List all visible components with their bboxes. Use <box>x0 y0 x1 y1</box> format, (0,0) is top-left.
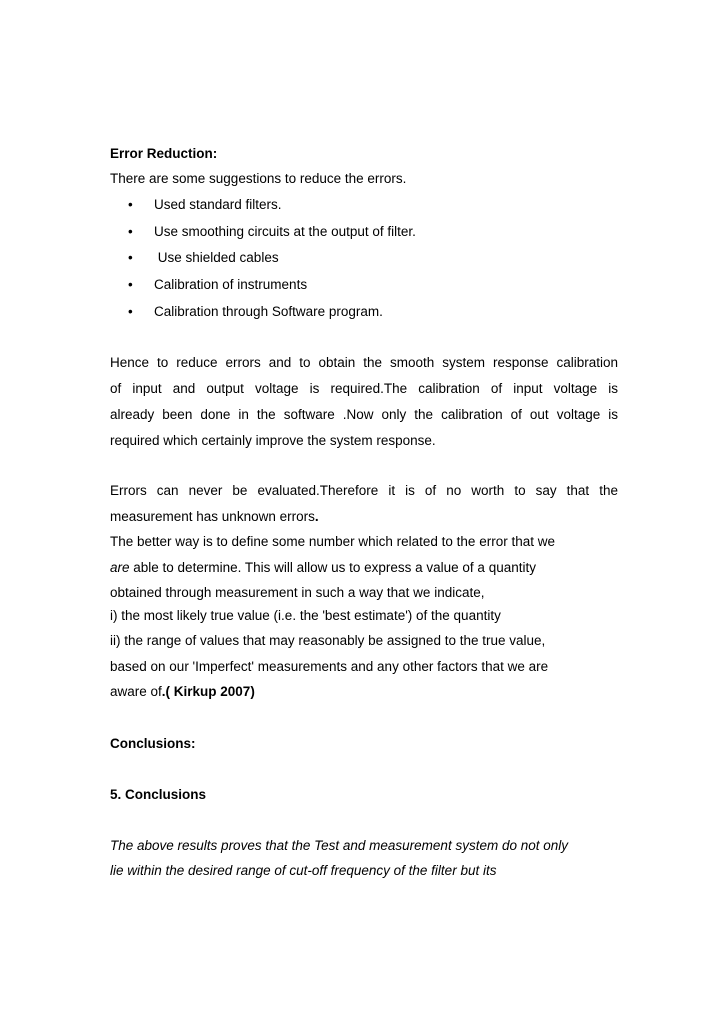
paragraph2-line: ii) the range of values that may reasonably be assigned to the true value, <box>110 633 546 648</box>
paragraph2-line: i) the most likely true value (i.e. the 'best estimate') of the quantity <box>110 608 501 623</box>
section-heading: 5. Conclusions <box>110 787 207 802</box>
conclusions-heading: Conclusions: <box>110 736 196 751</box>
paragraph2-line <box>110 509 618 525</box>
conclusions-line: The above results proves that the Test and measurement system do not only <box>110 838 568 853</box>
list-item: Use smoothing circuits at the output of filter. <box>154 224 416 239</box>
list-item: Calibration of instruments <box>154 277 308 292</box>
paragraph2-line <box>110 684 618 700</box>
paragraph1-line: already been done in the software .Now only the calibration of out voltage is <box>110 407 618 422</box>
bullet-icon: • <box>128 224 133 239</box>
paragraph2-text: aware of <box>110 684 162 699</box>
list-item: Calibration through Software program. <box>154 304 383 319</box>
paragraph2-italic-word: are <box>110 560 130 575</box>
paragraph2-bold-period: . <box>314 509 319 524</box>
paragraph2-line <box>110 560 618 576</box>
paragraph2-text: able to determine. This will allow us to express a value of a quantity <box>129 560 536 575</box>
list-item: Used standard filters. <box>154 197 282 212</box>
citation: .( Kirkup 2007) <box>161 684 255 699</box>
paragraph2-line: obtained through measurement in such a way that we indicate, <box>110 585 485 600</box>
paragraph1-line: of input and output voltage is required.The calibration of input voltage is <box>110 381 618 396</box>
bullet-icon: • <box>128 250 133 265</box>
error-reduction-intro: There are some suggestions to reduce the errors. <box>110 171 407 186</box>
paragraph1-line: Hence to reduce errors and to obtain the smooth system response calibration <box>110 355 618 370</box>
bullet-icon: • <box>128 197 133 212</box>
paragraph2-line: based on our 'Imperfect' measurements and any other factors that we are <box>110 659 549 674</box>
list-item: Use shielded cables <box>154 250 279 265</box>
paragraph2-line: Errors can never be evaluated.Therefore it is of no worth to say that the <box>110 483 618 498</box>
paragraph2-line: The better way is to define some number which related to the error that we <box>110 534 555 549</box>
conclusions-line: lie within the desired range of cut-off frequency of the filter but its <box>110 863 497 878</box>
paragraph2-text: measurement has unknown errors <box>110 509 315 524</box>
bullet-icon: • <box>128 277 133 292</box>
error-reduction-heading: Error Reduction: <box>110 146 218 161</box>
paragraph1-line: required which certainly improve the system response. <box>110 433 436 448</box>
bullet-icon: • <box>128 304 133 319</box>
